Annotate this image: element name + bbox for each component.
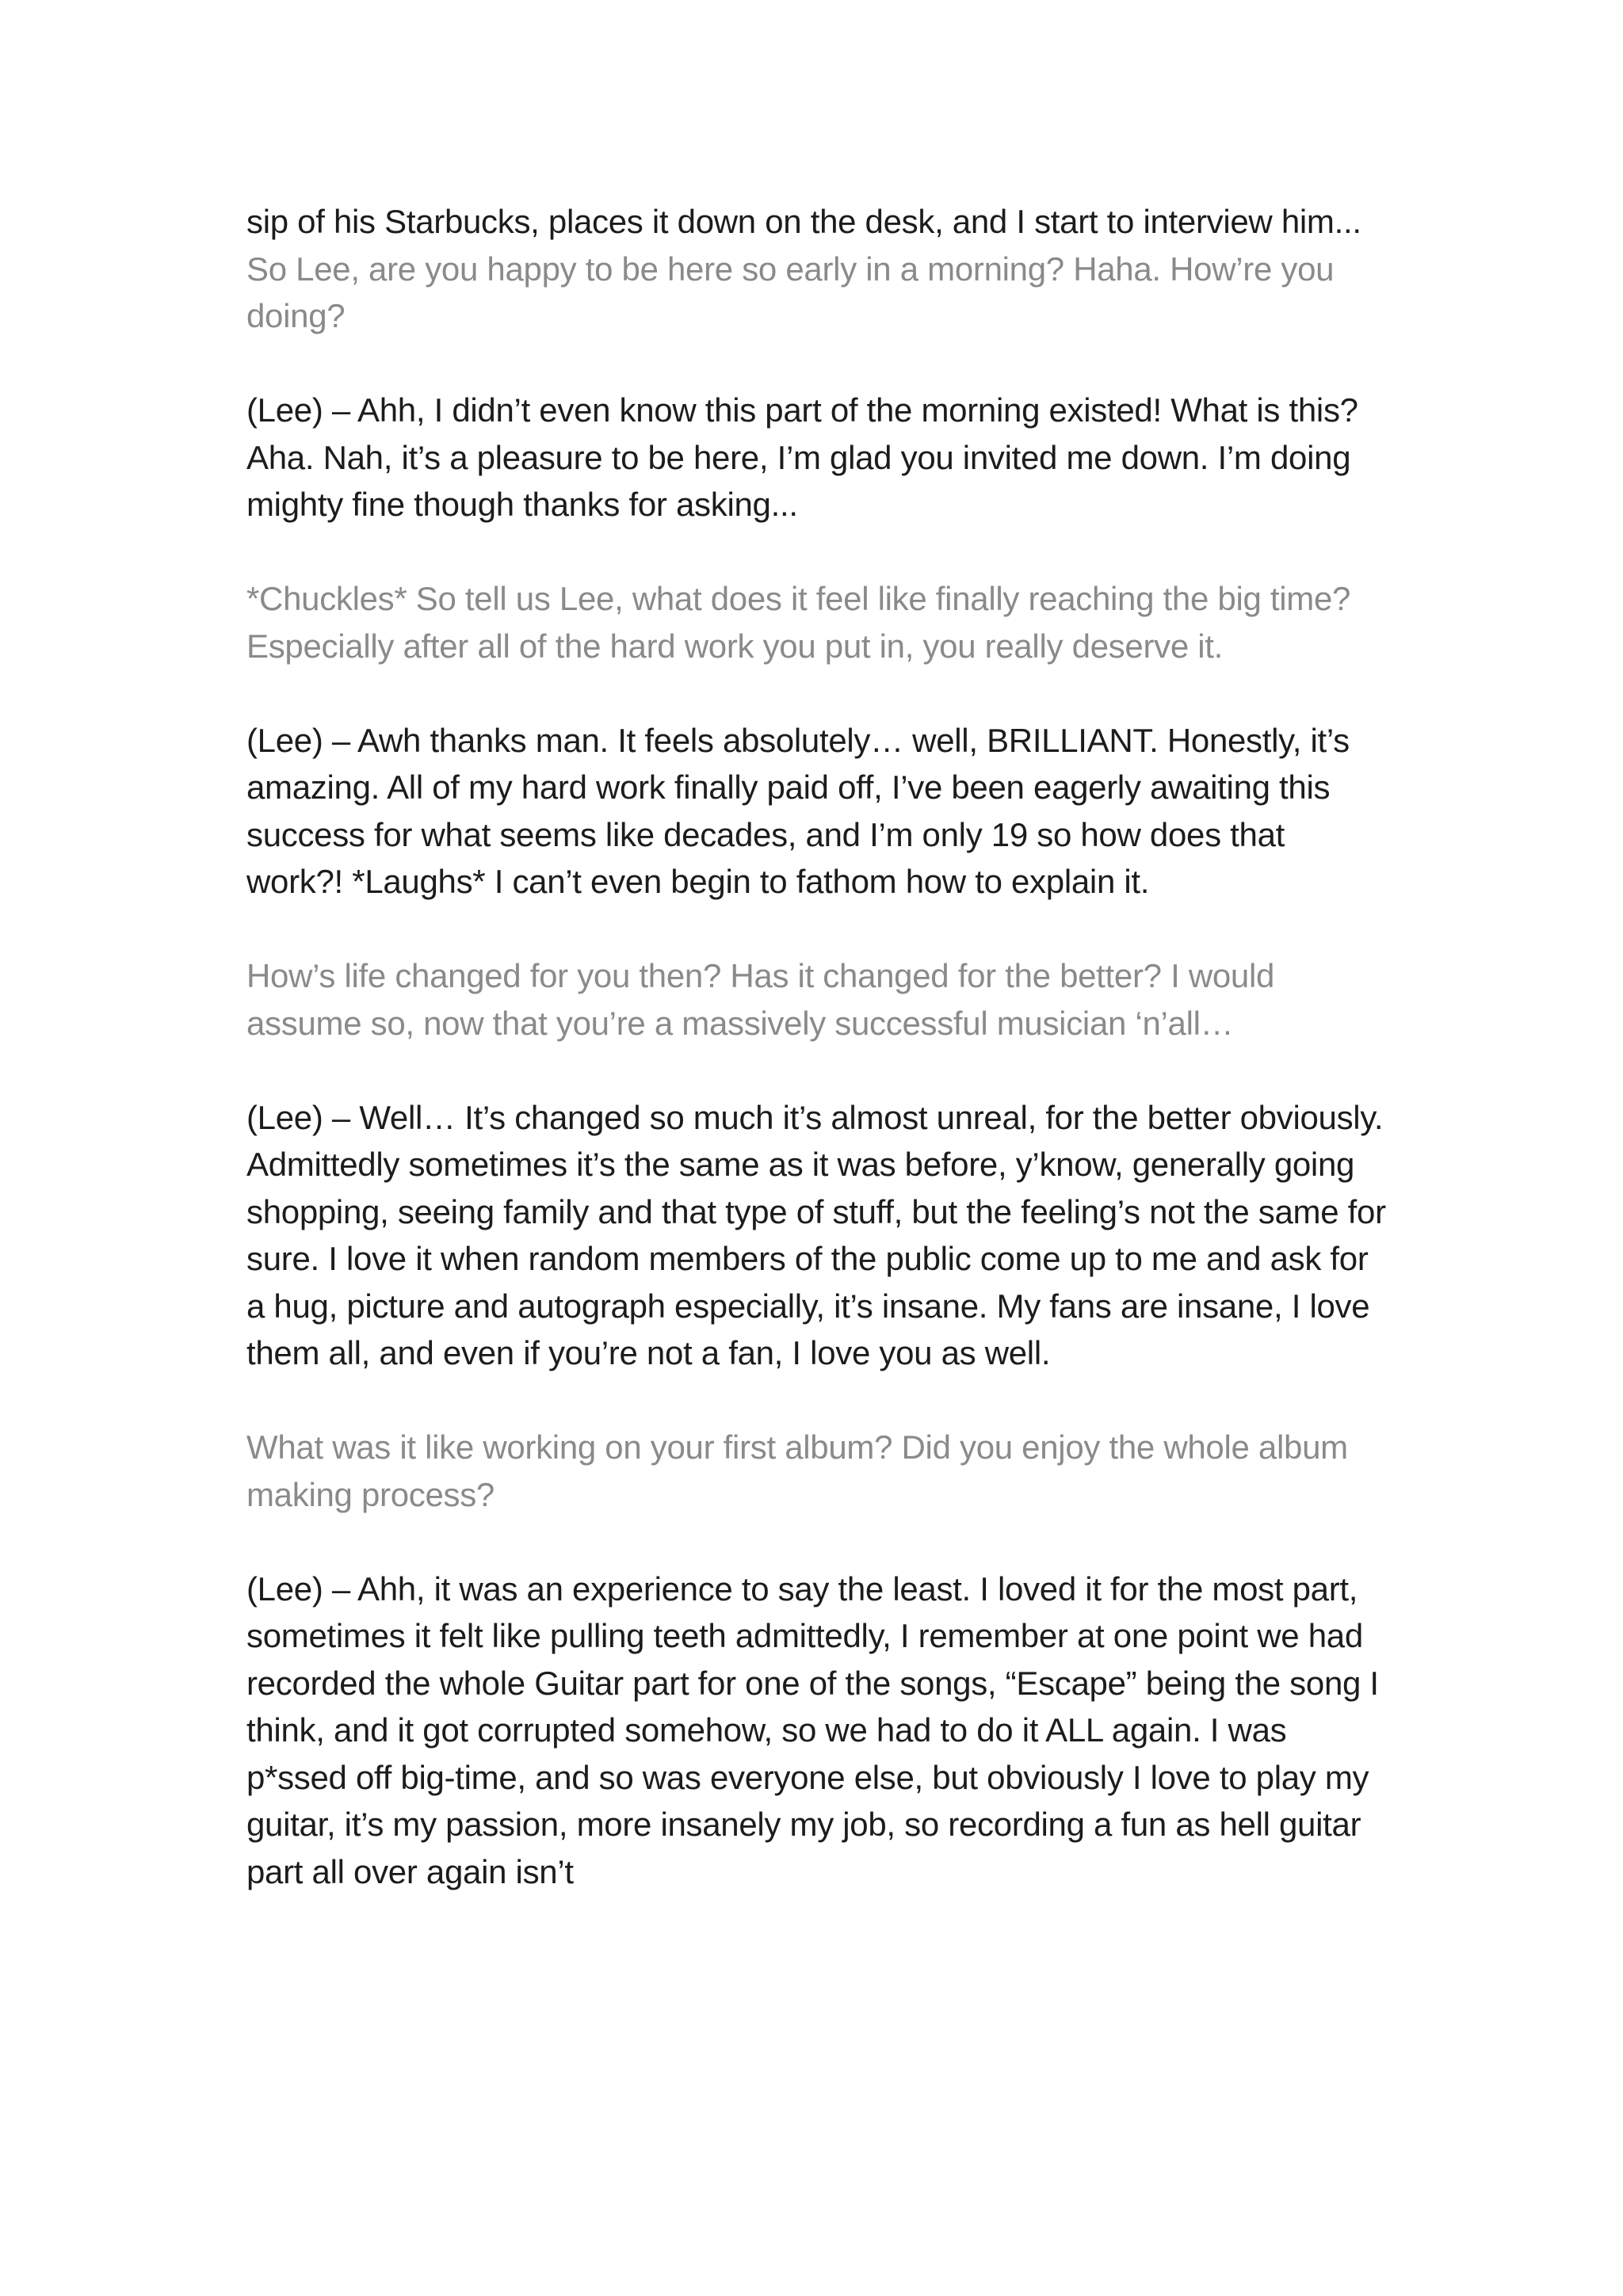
question-paragraph: What was it like working on your first album? Did you enjoy the whole album making process?	[246, 1428, 1348, 1513]
answer-paragraph: (Lee) – Well… It’s changed so much it’s almost unreal, for the better obviously. Admittedly sometimes it’s the same as it was before, y’know, generally going shopping, seeing family and that type of stuff, but the feeling’s not the same for sure. I love it when random members of the public come up to me and ask for a hug, picture and autograph especially, it’s insane. My fans are insane, I love them all, and even if you’re not a fan, I love you as well.	[246, 1098, 1386, 1371]
answer-paragraph: (Lee) – Awh thanks man. It feels absolutely… well, BRILLIANT. Honestly, it’s amazing. All of my hard work finally paid off, I’ve been eagerly awaiting this success for what seems like decades, and I’m only 19 so how does that work?! *Laughs* I can’t even begin to fathom how to explain it.	[246, 721, 1350, 900]
question-paragraph: How’s life changed for you then? Has it changed for the better? I would assume so, now that you’re a massively successful musician ‘n’all…	[246, 957, 1275, 1042]
interview-text	[246, 198, 1388, 1895]
answer-paragraph: (Lee) – Ahh, I didn’t even know this part of the morning existed! What is this? Aha. Nah, it’s a pleasure to be here, I’m glad you invited me down. I’m doing mighty fine though thanks for asking...	[246, 391, 1358, 523]
question-paragraph: *Chuckles* So tell us Lee, what does it feel like finally reaching the big time? Especially after all of the hard work you put in, you really deserve it.	[246, 580, 1351, 665]
question-paragraph: So Lee, are you happy to be here so early in a morning? Haha. How’re you doing?	[246, 250, 1335, 334]
answer-paragraph: (Lee) – Ahh, it was an experience to say the least. I loved it for the most part, sometimes it felt like pulling teeth admittedly, I remember at one point we had recorded the whole Guitar part for one of the songs, “Escape” being the song I think, and it got corrupted somehow, so we had to do it ALL again. I was p*ssed off big-time, and so was everyone else, but obviously I love to play my guitar, it’s my passion, more insanely my job, so recording a fun as hell guitar part all over again isn’t	[246, 1569, 1379, 1890]
narrative-paragraph: sip of his Starbucks, places it down on the desk, and I start to interview him...	[246, 203, 1361, 240]
